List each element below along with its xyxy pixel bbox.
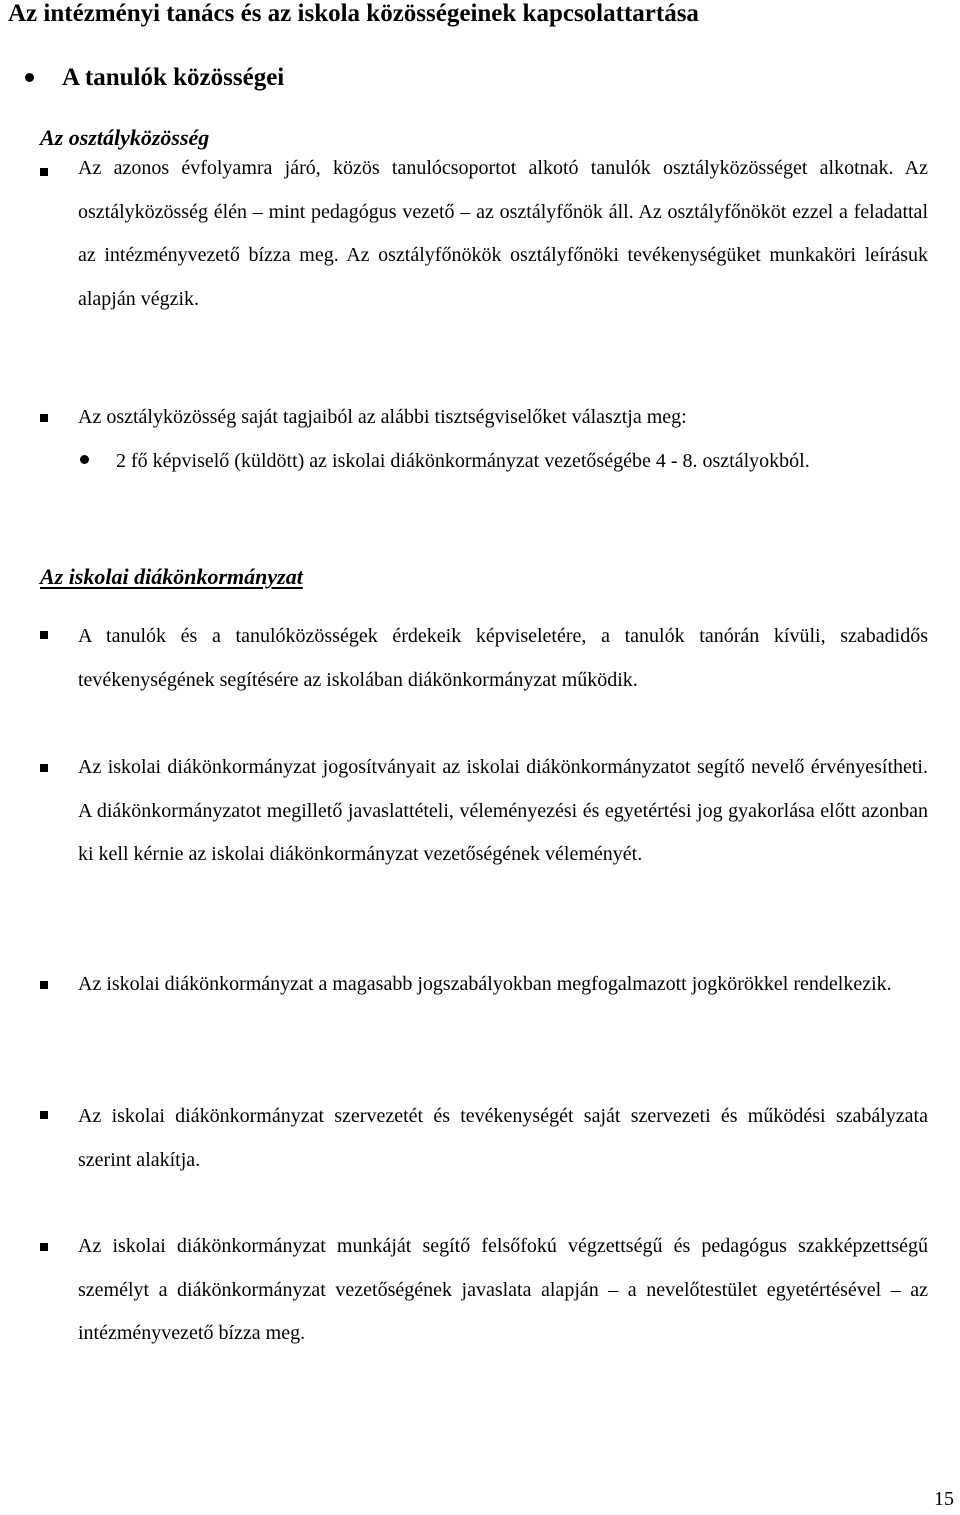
- list-item: [40, 746, 928, 877]
- bullet-heading-label: A tanulók közösségei: [62, 64, 285, 91]
- list-item: [40, 147, 928, 321]
- list-item: [40, 1225, 928, 1356]
- bullet-heading: [22, 58, 622, 98]
- section-title-diakonkormanyzat: Az iskolai diákönkormányzat: [40, 564, 303, 589]
- sub-list-item-text: 2 fő képviselő (küldött) az iskolai diákönkormányzat vezetőségébe 4 - 8. osztályokból.: [116, 450, 810, 472]
- square-bullet-icon: [40, 764, 48, 772]
- list-item: [40, 963, 928, 1007]
- sub-list-item: [80, 440, 928, 483]
- list-item-text: Az iskolai diákönkormányzat jogosítványait az iskolai diákönkormányzatot segítő nevelő érvényesítheti. A diákönkormányzatot megillető javaslattételi, véleményezési és egyetértési jog gyakorlása előtt azonban ki kell kérnie az iskolai diákönkormányzat vezetőségének véleményét.: [78, 756, 928, 865]
- square-bullet-icon: [40, 1243, 48, 1251]
- list-item-text: Az osztályközösség saját tagjaiból az alábbi tisztségviselőket választja meg:: [78, 406, 687, 428]
- square-bullet-icon: [40, 168, 48, 176]
- page-number: 15: [934, 1488, 954, 1510]
- square-bullet-icon: [40, 631, 48, 639]
- round-bullet-icon: [25, 73, 34, 82]
- page-title: Az intézményi tanács és az iskola közösségeinek kapcsolattartása: [8, 0, 699, 27]
- square-bullet-icon: [40, 981, 48, 989]
- list-item-text: A tanulók és a tanulóközösségek érdekeik képviseletére, a tanulók tanórán kívüli, szabadidős tevékenységének segítésére az iskolában diákönkormányzat működik.: [78, 625, 928, 691]
- square-bullet-icon: [40, 414, 48, 422]
- list-item-text: Az iskolai diákönkormányzat munkáját segítő felsőfokú végzettségű és pedagógus szakképzettségű személyt a diákönkormányzat vezetőségének javaslata alapján – a nevelőtestület egyetértésével – az intézményvezető bízza meg.: [78, 1235, 928, 1344]
- list-item: [40, 1095, 928, 1182]
- list-item: [40, 396, 928, 439]
- list-item-text: Az iskolai diákönkormányzat szervezetét és tevékenységét saját szervezeti és működési szabályzata szerint alakítja.: [78, 1105, 928, 1171]
- list-item: [40, 615, 928, 702]
- section-title-osztalykozosseg: Az osztályközösség: [40, 125, 210, 150]
- list-item-text: Az iskolai diákönkormányzat a magasabb jogszabályokban megfogalmazott jogkörökkel rendelkezik.: [78, 973, 892, 995]
- list-item-text: Az azonos évfolyamra járó, közös tanulócsoportot alkotó tanulók osztályközösséget alkotnak. Az osztályközösség élén – mint pedagógus vezető – az osztályfőnök áll. Az osztályfőnököt ezzel a feladattal az intézményvezető bízza meg. Az osztályfőnökök osztályfőnöki tevékenységüket munkaköri leírásuk alapján végzik.: [78, 157, 928, 310]
- round-bullet-icon: [80, 455, 89, 464]
- square-bullet-icon: [40, 1111, 48, 1119]
